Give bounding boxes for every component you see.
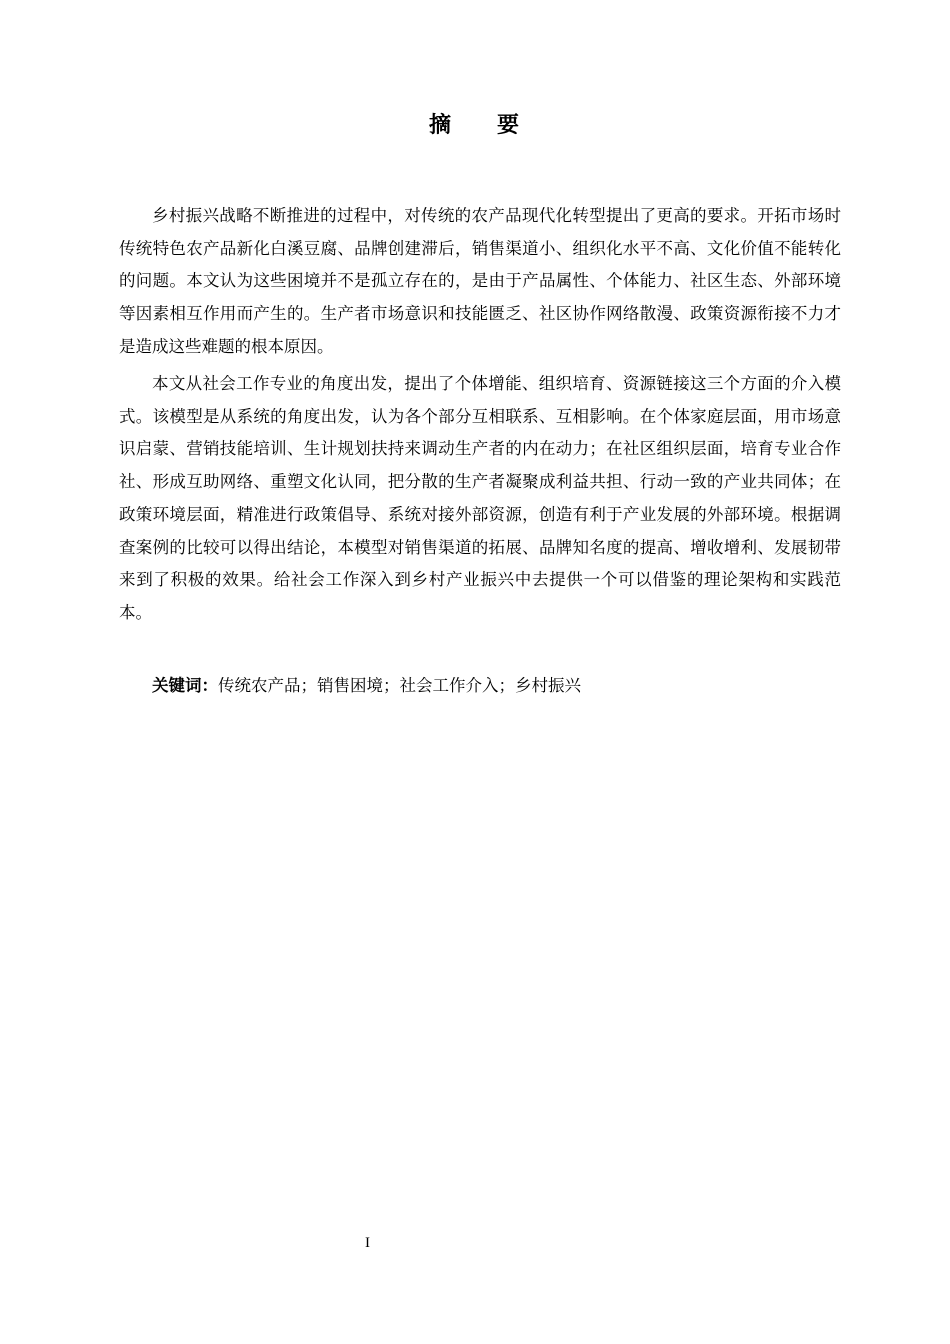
page-number: I bbox=[365, 1235, 370, 1251]
abstract-title bbox=[0, 110, 950, 142]
keywords-label: 关键词： bbox=[152, 676, 218, 695]
abstract-title-char-1: 摘 bbox=[428, 113, 453, 138]
keywords-list: 传统农产品；销售困境；社会工作介入；乡村振兴 bbox=[218, 676, 581, 695]
abstract-title-char-2: 要 bbox=[497, 113, 522, 138]
abstract-paragraph-2: 本文从社会工作专业的角度出发，提出了个体增能、组织培育、资源链接这三个方面的介入模式。该模型是从系统的角度出发，认为各个部分互相联系、互相影响。在个体家庭层面，用市场意识启蒙、营销技能培训、生计规划扶持来调动生产者的内在动力；在社区组织层面，培育专业合作社、形成互助网络、重塑文化认同，把分散的生产者凝聚成利益共担、行动一致的产业共同体；在政策环境层面，精准进行政策倡导、系统对接外部资源，创造有利于产业发展的外部环境。根据调查案例的比较可以得出结论，本模型对销售渠道的拓展、品牌知名度的提高、增收增利、发展韧带来到了积极的效果。给社会工作深入到乡村产业振兴中去提供一个可以借鉴的理论架构和实践范本。 bbox=[119, 374, 841, 622]
abstract-paragraph-1: 乡村振兴战略不断推进的过程中，对传统的农产品现代化转型提出了更高的要求。开拓市场时传统特色农产品新化白溪豆腐、品牌创建滞后，销售渠道小、组织化水平不高、文化价值不能转化的问题。本文认为这些困境并不是孤立存在的，是由于产品属性、个体能力、社区生态、外部环境等因素相互作用而产生的。生产者市场意识和技能匮乏、社区协作网络散漫、政策资源衔接不力才是造成这些难题的根本原因。 bbox=[119, 206, 841, 356]
keywords-line bbox=[152, 670, 842, 702]
